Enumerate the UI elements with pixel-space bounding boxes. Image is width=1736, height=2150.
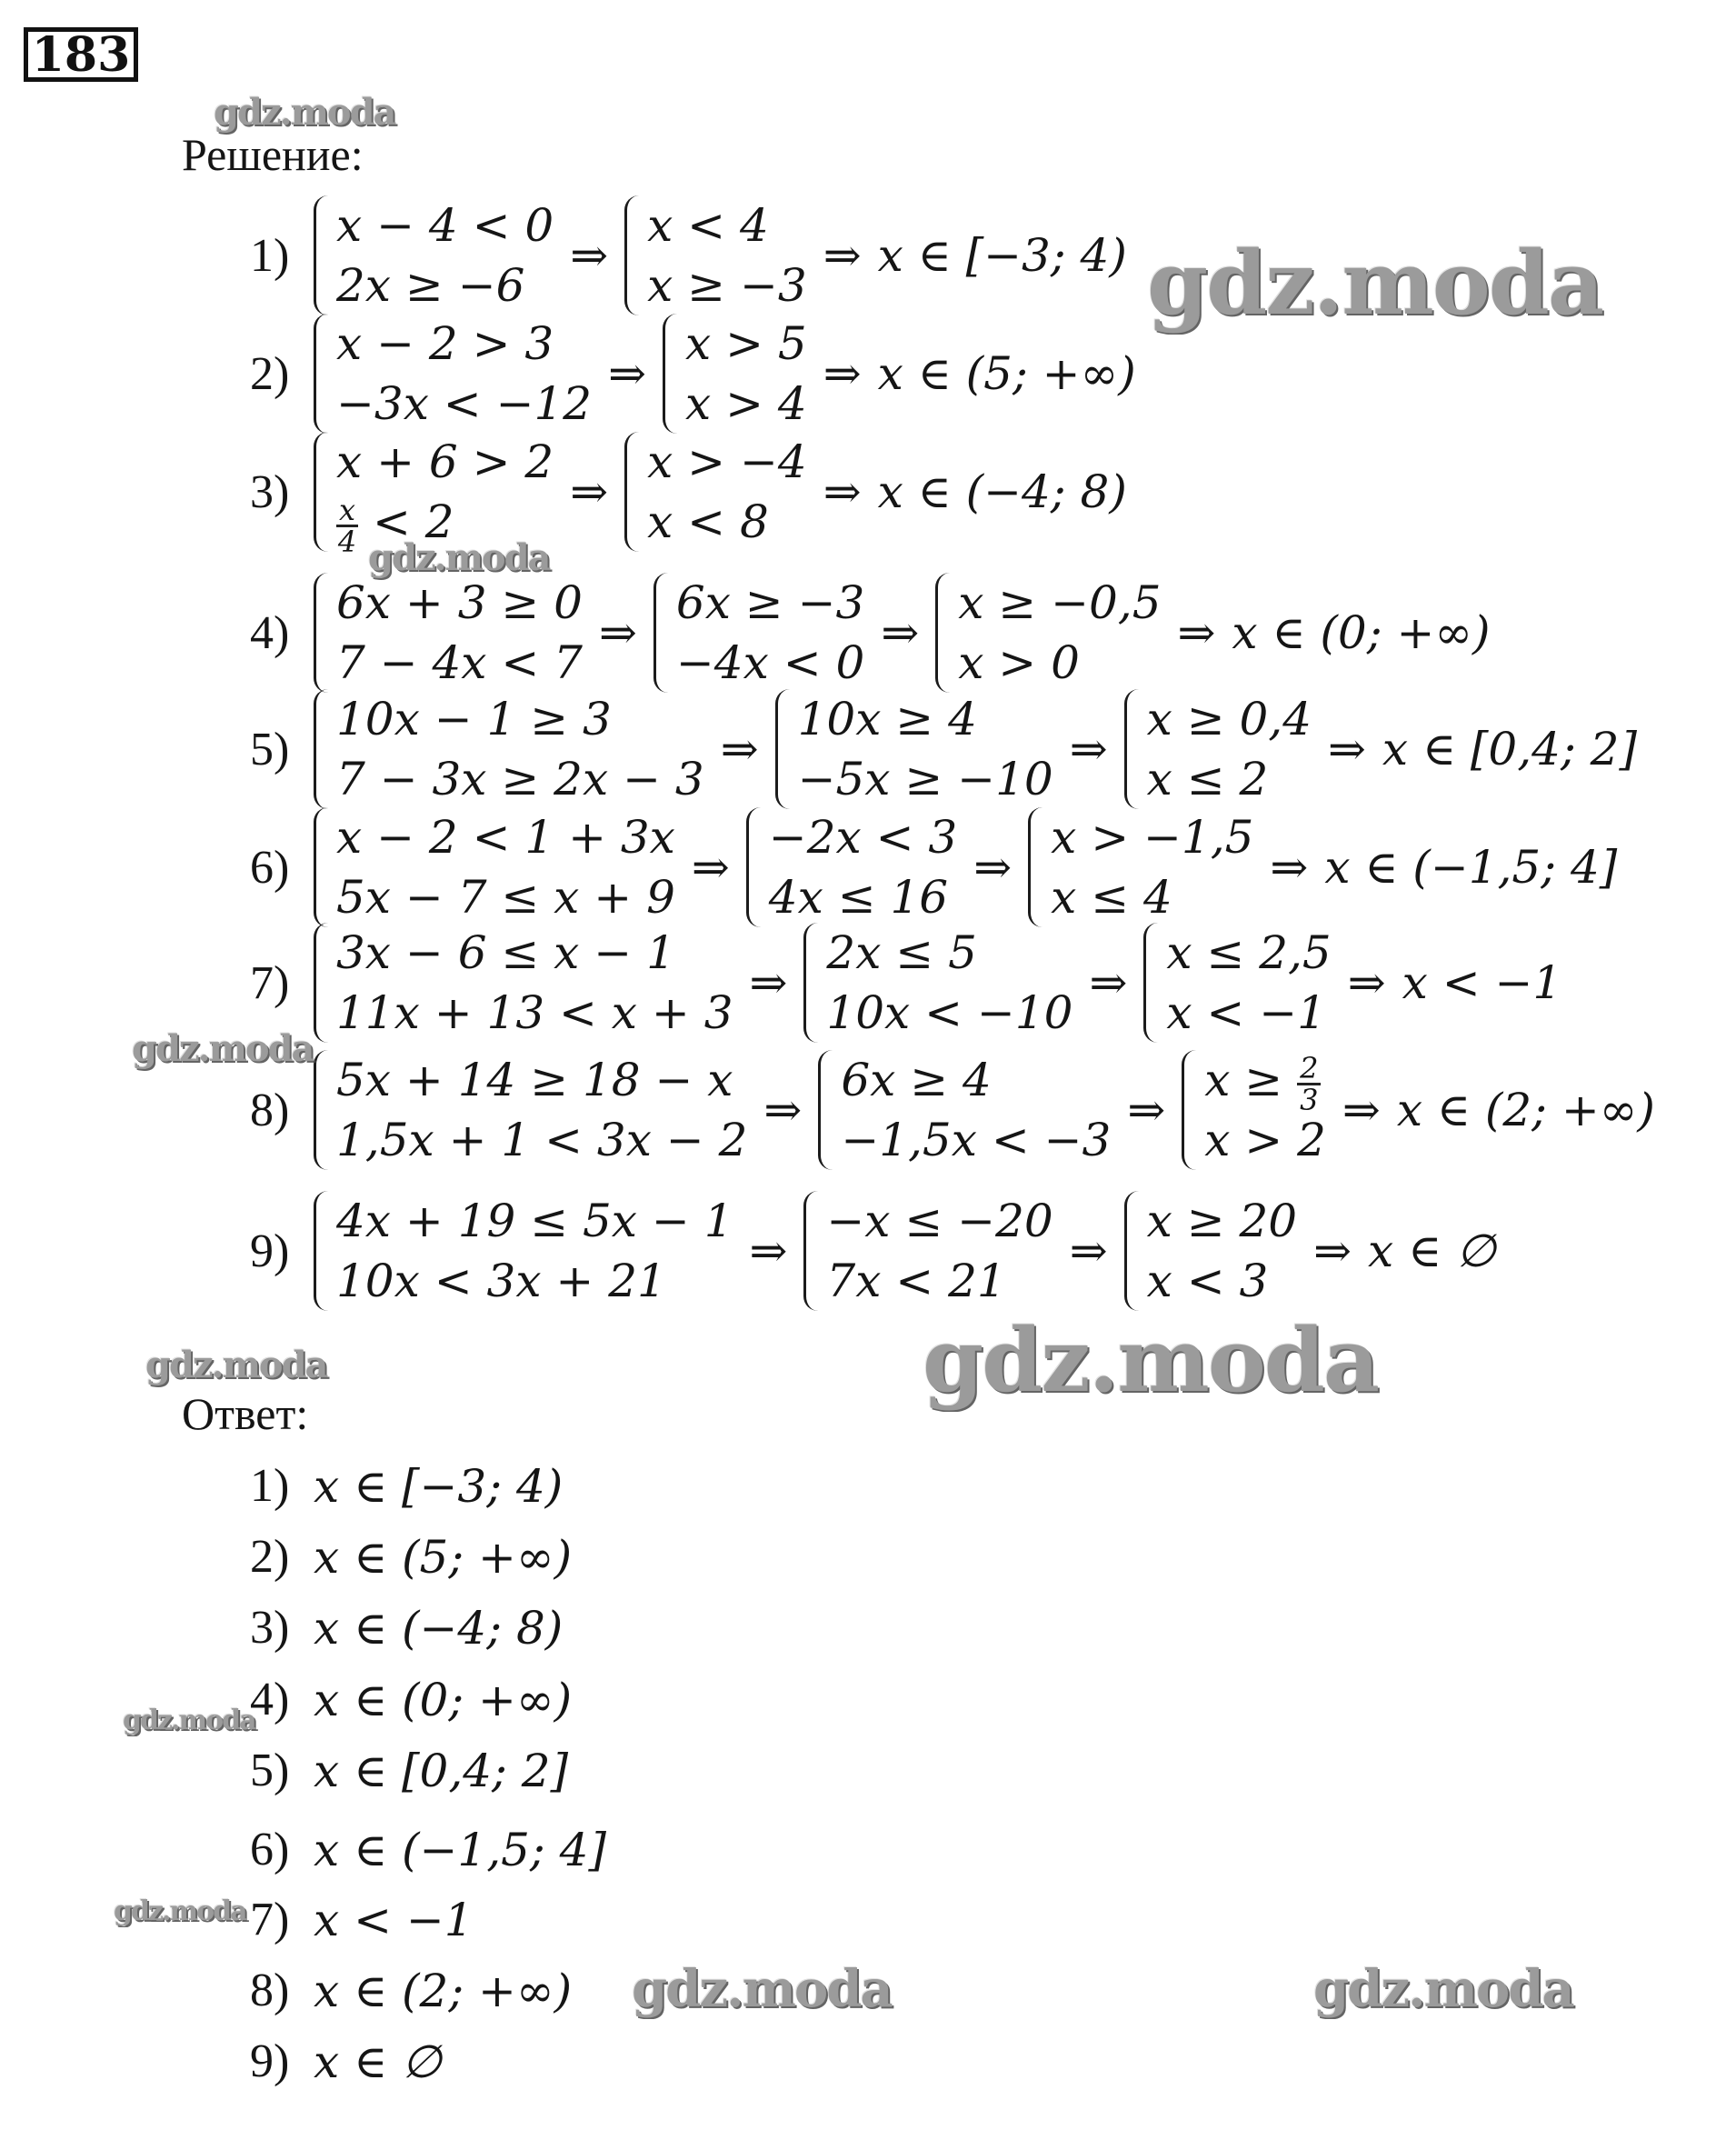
inequality-system bbox=[1182, 1050, 1326, 1170]
inequality: 3x − 6 ≤ x − 1 bbox=[336, 926, 675, 979]
inequality-system bbox=[935, 573, 1161, 693]
inequality: x < −1 bbox=[1166, 986, 1326, 1039]
inequality: 4x + 19 ≤ 5x − 1 bbox=[336, 1195, 733, 1247]
answer-item-9: 9) x ∈ ∅ bbox=[250, 2035, 442, 2088]
inequality: 7 − 3x ≥ 2x − 3 bbox=[336, 753, 704, 805]
inequality: 10x − 1 ≥ 3 bbox=[336, 693, 612, 745]
solution-step-6 bbox=[250, 807, 1617, 927]
inequality: x − 2 > 3 bbox=[336, 317, 554, 370]
fraction: $\frac{x}{4}$ bbox=[337, 492, 357, 559]
implies-arrow: ⇒ bbox=[691, 841, 730, 894]
inequality-system bbox=[803, 923, 1073, 1043]
task-number: 183 bbox=[24, 27, 138, 82]
inequality: x > 0 bbox=[958, 636, 1080, 689]
inequality: −3x < −12 bbox=[336, 377, 593, 430]
implies-arrow: ⇒ bbox=[720, 723, 759, 775]
inequality: −2x < 3 bbox=[768, 811, 958, 864]
step-result: x ∈ (5; +∞) bbox=[877, 347, 1136, 400]
solution-step-2 bbox=[250, 314, 1136, 434]
step-result: x ∈ [−3; 4) bbox=[877, 229, 1127, 282]
answer-item-2: 2) x ∈ (5; +∞) bbox=[250, 1530, 573, 1584]
implies-arrow: ⇒ bbox=[1328, 723, 1366, 775]
inequality: −4x < 0 bbox=[675, 636, 865, 689]
implies-arrow: ⇒ bbox=[1127, 1084, 1166, 1136]
watermark: gdz.moda bbox=[368, 536, 550, 579]
inequality: x > 5 bbox=[685, 317, 807, 370]
inequality: 10x ≥ 4 bbox=[797, 693, 977, 745]
step-result: x ∈ (−4; 8) bbox=[877, 465, 1127, 518]
implies-arrow: ⇒ bbox=[608, 347, 647, 400]
inequality-system bbox=[1143, 923, 1331, 1043]
step-result: x ∈ ∅ bbox=[1368, 1225, 1496, 1277]
implies-arrow: ⇒ bbox=[973, 841, 1013, 894]
inequality: −5x ≥ −10 bbox=[797, 753, 1053, 805]
solution-step-1 bbox=[250, 195, 1127, 315]
inequality: 11x + 13 < x + 3 bbox=[336, 986, 733, 1039]
inequality: 7 − 4x < 7 bbox=[336, 636, 583, 689]
inequality-system bbox=[624, 432, 807, 552]
implies-arrow: ⇒ bbox=[599, 606, 637, 659]
inequality: 5x − 7 ≤ x + 9 bbox=[336, 871, 675, 924]
inequality: x > 4 bbox=[685, 377, 807, 430]
step-result: x < −1 bbox=[1402, 956, 1562, 1009]
answer-item-4: 4) x ∈ (0; +∞) bbox=[250, 1673, 573, 1726]
implies-arrow: ⇒ bbox=[570, 465, 609, 518]
inequality-system bbox=[1028, 807, 1253, 927]
inequality: x < 4 bbox=[647, 199, 769, 252]
watermark: gdz.moda bbox=[214, 91, 395, 134]
inequality: 6x ≥ 4 bbox=[841, 1054, 992, 1106]
inequality: x ≤ 2,5 bbox=[1166, 926, 1332, 979]
inequality: x ≥ 0,4 bbox=[1146, 693, 1312, 745]
step-number: 9) bbox=[250, 1225, 290, 1277]
answer-item-5: 5) x ∈ [0,4; 2] bbox=[250, 1744, 569, 1797]
inequality-system bbox=[624, 195, 807, 315]
inequality-system bbox=[314, 195, 554, 315]
inequality: x + 6 > 2 bbox=[336, 435, 554, 488]
implies-arrow: ⇒ bbox=[823, 465, 862, 518]
inequality: −x ≤ −20 bbox=[826, 1195, 1053, 1247]
inequality: x − 4 < 0 bbox=[336, 199, 554, 252]
inequality: 4x ≤ 16 bbox=[768, 871, 949, 924]
inequality-system bbox=[818, 1050, 1111, 1170]
step-number: 2) bbox=[250, 347, 290, 400]
step-number: 1) bbox=[250, 229, 290, 282]
step-result: x ∈ (−1,5; 4] bbox=[1324, 841, 1618, 894]
inequality: $\frac{x}{4}$ < 2 bbox=[337, 492, 454, 559]
implies-arrow: ⇒ bbox=[763, 1084, 803, 1136]
inequality-system bbox=[314, 923, 733, 1043]
solution-heading: Решение: bbox=[182, 129, 364, 180]
implies-arrow: ⇒ bbox=[1313, 1225, 1352, 1277]
watermark: gdz.moda bbox=[923, 1309, 1379, 1412]
inequality-system bbox=[803, 1191, 1053, 1311]
inequality: x > −4 bbox=[647, 435, 807, 488]
inequality: x ≥ −0,5 bbox=[958, 576, 1162, 629]
step-result: x ∈ [0,4; 2] bbox=[1382, 723, 1637, 775]
step-number: 5) bbox=[250, 723, 290, 775]
implies-arrow: ⇒ bbox=[1069, 1225, 1108, 1277]
step-number: 6) bbox=[250, 841, 290, 894]
watermark: gdz.moda bbox=[1313, 1959, 1573, 2019]
inequality: 5x + 14 ≥ 18 − x bbox=[336, 1054, 733, 1106]
solution-step-4 bbox=[250, 573, 1491, 693]
inequality: x ≤ 2 bbox=[1146, 753, 1269, 805]
inequality-system bbox=[314, 689, 704, 809]
inequality: x > −1,5 bbox=[1051, 811, 1254, 864]
inequality: x < 3 bbox=[1146, 1255, 1269, 1307]
inequality-system bbox=[314, 1050, 747, 1170]
answer-item-8: 8) x ∈ (2; +∞) bbox=[250, 1964, 573, 2017]
step-number: 7) bbox=[250, 956, 290, 1009]
inequality: 2x ≥ −6 bbox=[336, 259, 525, 312]
inequality: 6x ≥ −3 bbox=[675, 576, 865, 629]
step-number: 3) bbox=[250, 465, 290, 518]
inequality: 7x < 21 bbox=[826, 1255, 1006, 1307]
inequality-system bbox=[314, 573, 583, 693]
inequality: 6x + 3 ≥ 0 bbox=[336, 576, 583, 629]
implies-arrow: ⇒ bbox=[1177, 606, 1216, 659]
answer-item-7: 7) x < −1 bbox=[250, 1893, 474, 1946]
answer-item-3: 3) x ∈ (−4; 8) bbox=[250, 1601, 564, 1655]
inequality: x ≥ $\frac{2}{3}$ bbox=[1204, 1050, 1326, 1110]
solution-step-7 bbox=[250, 923, 1561, 1043]
implies-arrow: ⇒ bbox=[1069, 723, 1108, 775]
step-result: x ∈ (2; +∞) bbox=[1396, 1084, 1655, 1136]
answer-item-6: 6) x ∈ (−1,5; 4] bbox=[250, 1823, 606, 1876]
inequality-system bbox=[746, 807, 957, 927]
answer-item-1: 1) x ∈ [−3; 4) bbox=[250, 1459, 564, 1513]
inequality-system bbox=[314, 807, 675, 927]
implies-arrow: ⇒ bbox=[749, 1225, 788, 1277]
implies-arrow: ⇒ bbox=[1347, 956, 1386, 1009]
step-number: 4) bbox=[250, 606, 290, 659]
implies-arrow: ⇒ bbox=[823, 347, 862, 400]
implies-arrow: ⇒ bbox=[1089, 956, 1128, 1009]
solution-step-9 bbox=[250, 1191, 1496, 1311]
implies-arrow: ⇒ bbox=[749, 956, 788, 1009]
inequality-system bbox=[663, 314, 807, 434]
inequality: x ≥ 20 bbox=[1146, 1195, 1298, 1247]
inequality-system bbox=[1124, 1191, 1298, 1311]
inequality: x ≥ −3 bbox=[647, 259, 807, 312]
inequality: x ≤ 4 bbox=[1051, 871, 1172, 924]
inequality-system bbox=[775, 689, 1053, 809]
implies-arrow: ⇒ bbox=[823, 229, 862, 282]
solution-step-5 bbox=[250, 689, 1637, 809]
inequality: 1,5x + 1 < 3x − 2 bbox=[336, 1114, 748, 1166]
step-result: x ∈ (0; +∞) bbox=[1232, 606, 1491, 659]
inequality: x > 2 bbox=[1204, 1114, 1326, 1166]
watermark: gdz.moda bbox=[1147, 232, 1603, 335]
step-number: 8) bbox=[250, 1084, 290, 1136]
inequality-system bbox=[314, 1191, 733, 1311]
watermark: gdz.moda bbox=[114, 1895, 246, 1927]
inequality: x < 8 bbox=[647, 495, 769, 548]
inequality: 10x < −10 bbox=[826, 986, 1073, 1039]
inequality: x − 2 < 1 + 3x bbox=[336, 811, 675, 864]
inequality: −1,5x < −3 bbox=[841, 1114, 1112, 1166]
inequality: 2x ≤ 5 bbox=[826, 926, 977, 979]
watermark: gdz.moda bbox=[123, 1705, 255, 1736]
inequality-system bbox=[314, 314, 592, 434]
inequality-system bbox=[1124, 689, 1312, 809]
inequality-system bbox=[653, 573, 864, 693]
watermark: gdz.moda bbox=[132, 1027, 314, 1070]
watermark: gdz.moda bbox=[145, 1344, 327, 1386]
inequality: 10x < 3x + 21 bbox=[336, 1255, 666, 1307]
implies-arrow: ⇒ bbox=[1270, 841, 1309, 894]
watermark: gdz.moda bbox=[632, 1959, 892, 2019]
implies-arrow: ⇒ bbox=[881, 606, 920, 659]
answer-heading: Ответ: bbox=[182, 1388, 309, 1439]
implies-arrow: ⇒ bbox=[570, 229, 609, 282]
fraction: $\frac{2}{3}$ bbox=[1297, 1054, 1321, 1115]
implies-arrow: ⇒ bbox=[1342, 1084, 1381, 1136]
solution-step-8 bbox=[250, 1050, 1655, 1170]
